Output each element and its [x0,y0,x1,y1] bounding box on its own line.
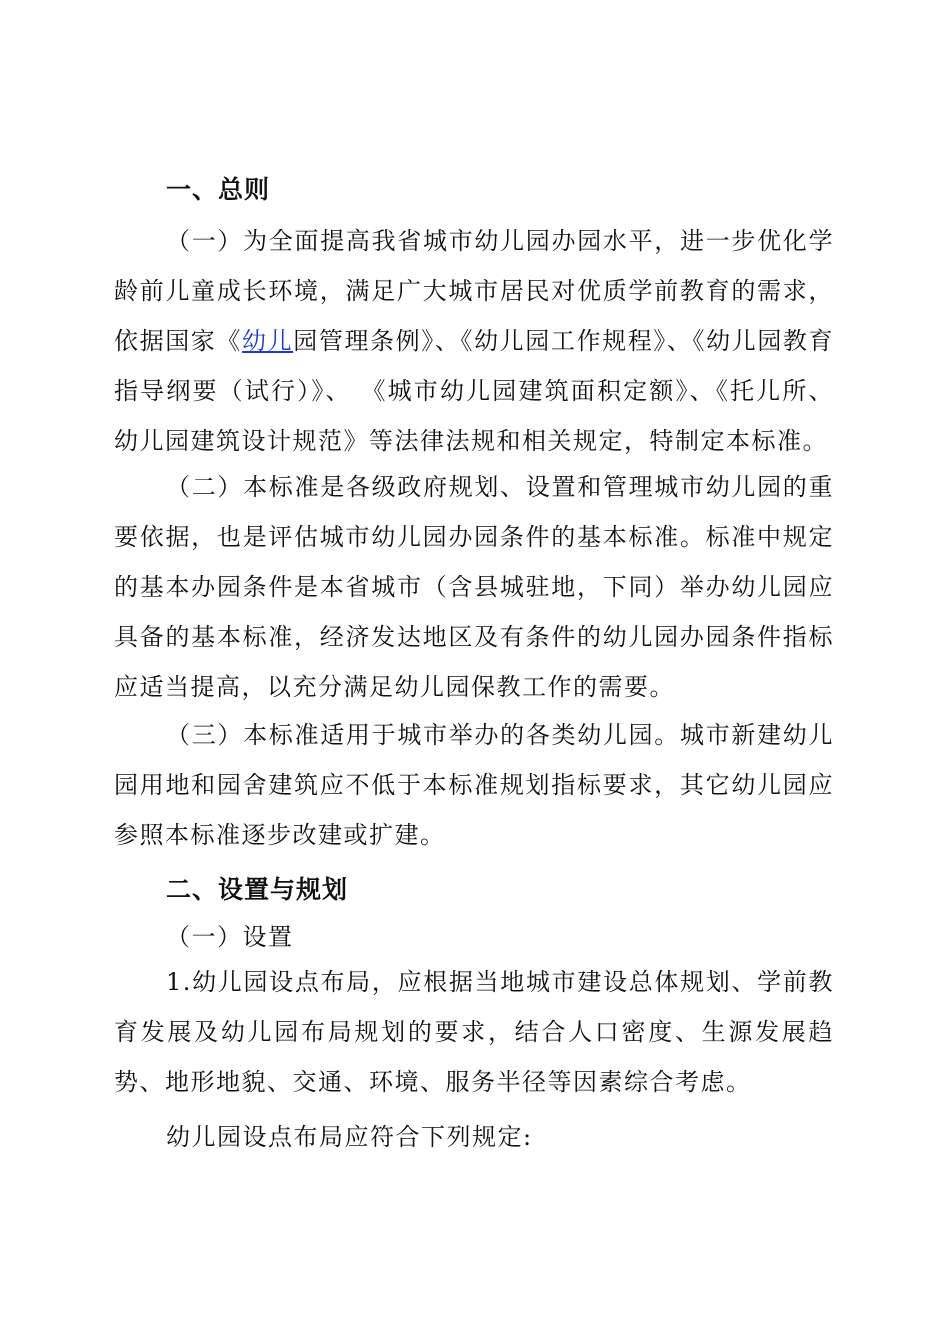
paragraph-setup-2: 幼儿园设点布局应符合下列规定: [166,1123,533,1151]
section-heading-setup-planning: 二、设置与规划 [166,875,349,904]
paragraph-text: （一）为全面提高我省城市幼儿园办园水平，进一步优化学龄前儿童成长环境，满足广大城市居民对优质学前教育的需求，依据国家《 [114,227,834,355]
link-kindergarten[interactable]: 幼儿 [242,327,294,355]
paragraph-general-3: （三）本标准适用于城市举办的各类幼儿园。城市新建幼儿园用地和园舍建筑应不低于本标准规划指标要求，其它幼儿园应参照本标准逐步改建或扩建。 [114,721,834,849]
subheading-setup: （一）设置 [166,923,294,951]
paragraph-setup-1: 1.幼儿园设点布局，应根据当地城市建设总体规划、学前教育发展及幼儿园布局规划的要求，结合人口密度、生源发展趋势、地形地貌、交通、环境、服务半径等因素综合考虑。 [114,968,834,1096]
section-heading-general: 一、总则 [166,175,271,204]
paragraph-general-2: （二）本标准是各级政府规划、设置和管理城市幼儿园的重要依据，也是评估城市幼儿园办园条件的基本标准。标准中规定的基本办园条件是本省城市（含县城驻地，下同）举办幼儿园应具备的基本标准，经济发达地区及有条件的幼儿园办园条件指标应适当提高，以充分满足幼儿园保教工作的需要。 [114,473,834,701]
paragraph-text: 园管理条例》、《幼儿园工作规程》、《幼儿园教育指导纲要（试行）》、 《城市幼儿园建筑面积定额》、《托儿所、幼儿园建筑设计规范》等法律法规和相关规定，特制定本标准。 [114,327,835,455]
paragraph-general-1 [114,216,834,466]
